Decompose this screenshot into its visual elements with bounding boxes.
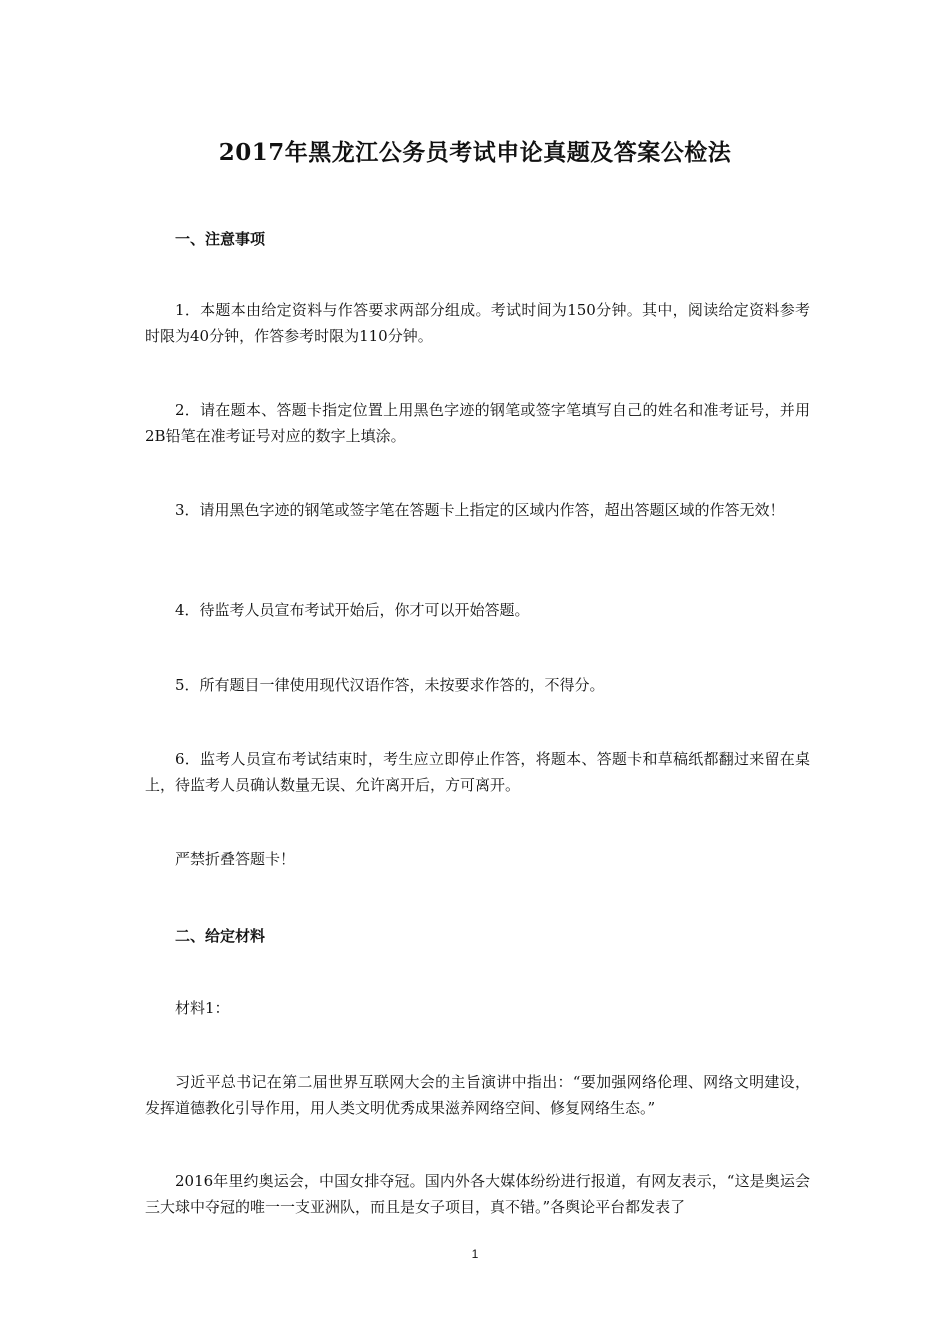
- note-warning: 严禁折叠答题卡！: [175, 850, 296, 868]
- material-paragraph-2: 2016年里约奥运会，中国女排夺冠。国内外各大媒体纷纷进行报道，有网友表示，“这是奥运会三大球中夺冠的唯一一支亚洲队，而且是女子项目，真不错。”各舆论平台都发表了: [145, 1172, 810, 1216]
- document-title: 2017年黑龙江公务员考试申论真题及答案公检法: [218, 139, 732, 166]
- note-item-2: 2．请在题本、答题卡指定位置上用黑色字迹的钢笔或签字笔填写自己的姓名和准考证号，并用2B铅笔在准考证号对应的数字上填涂。: [145, 401, 810, 445]
- material-label: 材料1：: [175, 999, 230, 1017]
- note-item-5: 5．所有题目一律使用现代汉语作答，未按要求作答的，不得分。: [175, 676, 605, 694]
- material-paragraph-1: 习近平总书记在第二届世界互联网大会的主旨演讲中指出：“要加强网络伦理、网络文明建设，发挥道德教化引导作用，用人类文明优秀成果滋养网络空间、修复网络生态。”: [145, 1073, 810, 1117]
- note-item-3: 3．请用黑色字迹的钢笔或签字笔在答题卡上指定的区域内作答，超出答题区域的作答无效！: [175, 501, 785, 519]
- section-heading-materials: 二、给定材料: [175, 927, 266, 945]
- note-item-6: 6．监考人员宣布考试结束时，考生应立即停止作答，将题本、答题卡和草稿纸都翻过来留在桌上，待监考人员确认数量无误、允许离开后，方可离开。: [145, 750, 810, 794]
- note-item-4: 4．待监考人员宣布考试开始后，你才可以开始答题。: [175, 601, 530, 619]
- page-number: 1: [471, 1247, 479, 1261]
- section-heading-notes: 一、注意事项: [175, 230, 266, 248]
- note-item-1: 1．本题本由给定资料与作答要求两部分组成。考试时间为150分钟。其中，阅读给定资料参考时限为40分钟，作答参考时限为110分钟。: [145, 301, 810, 345]
